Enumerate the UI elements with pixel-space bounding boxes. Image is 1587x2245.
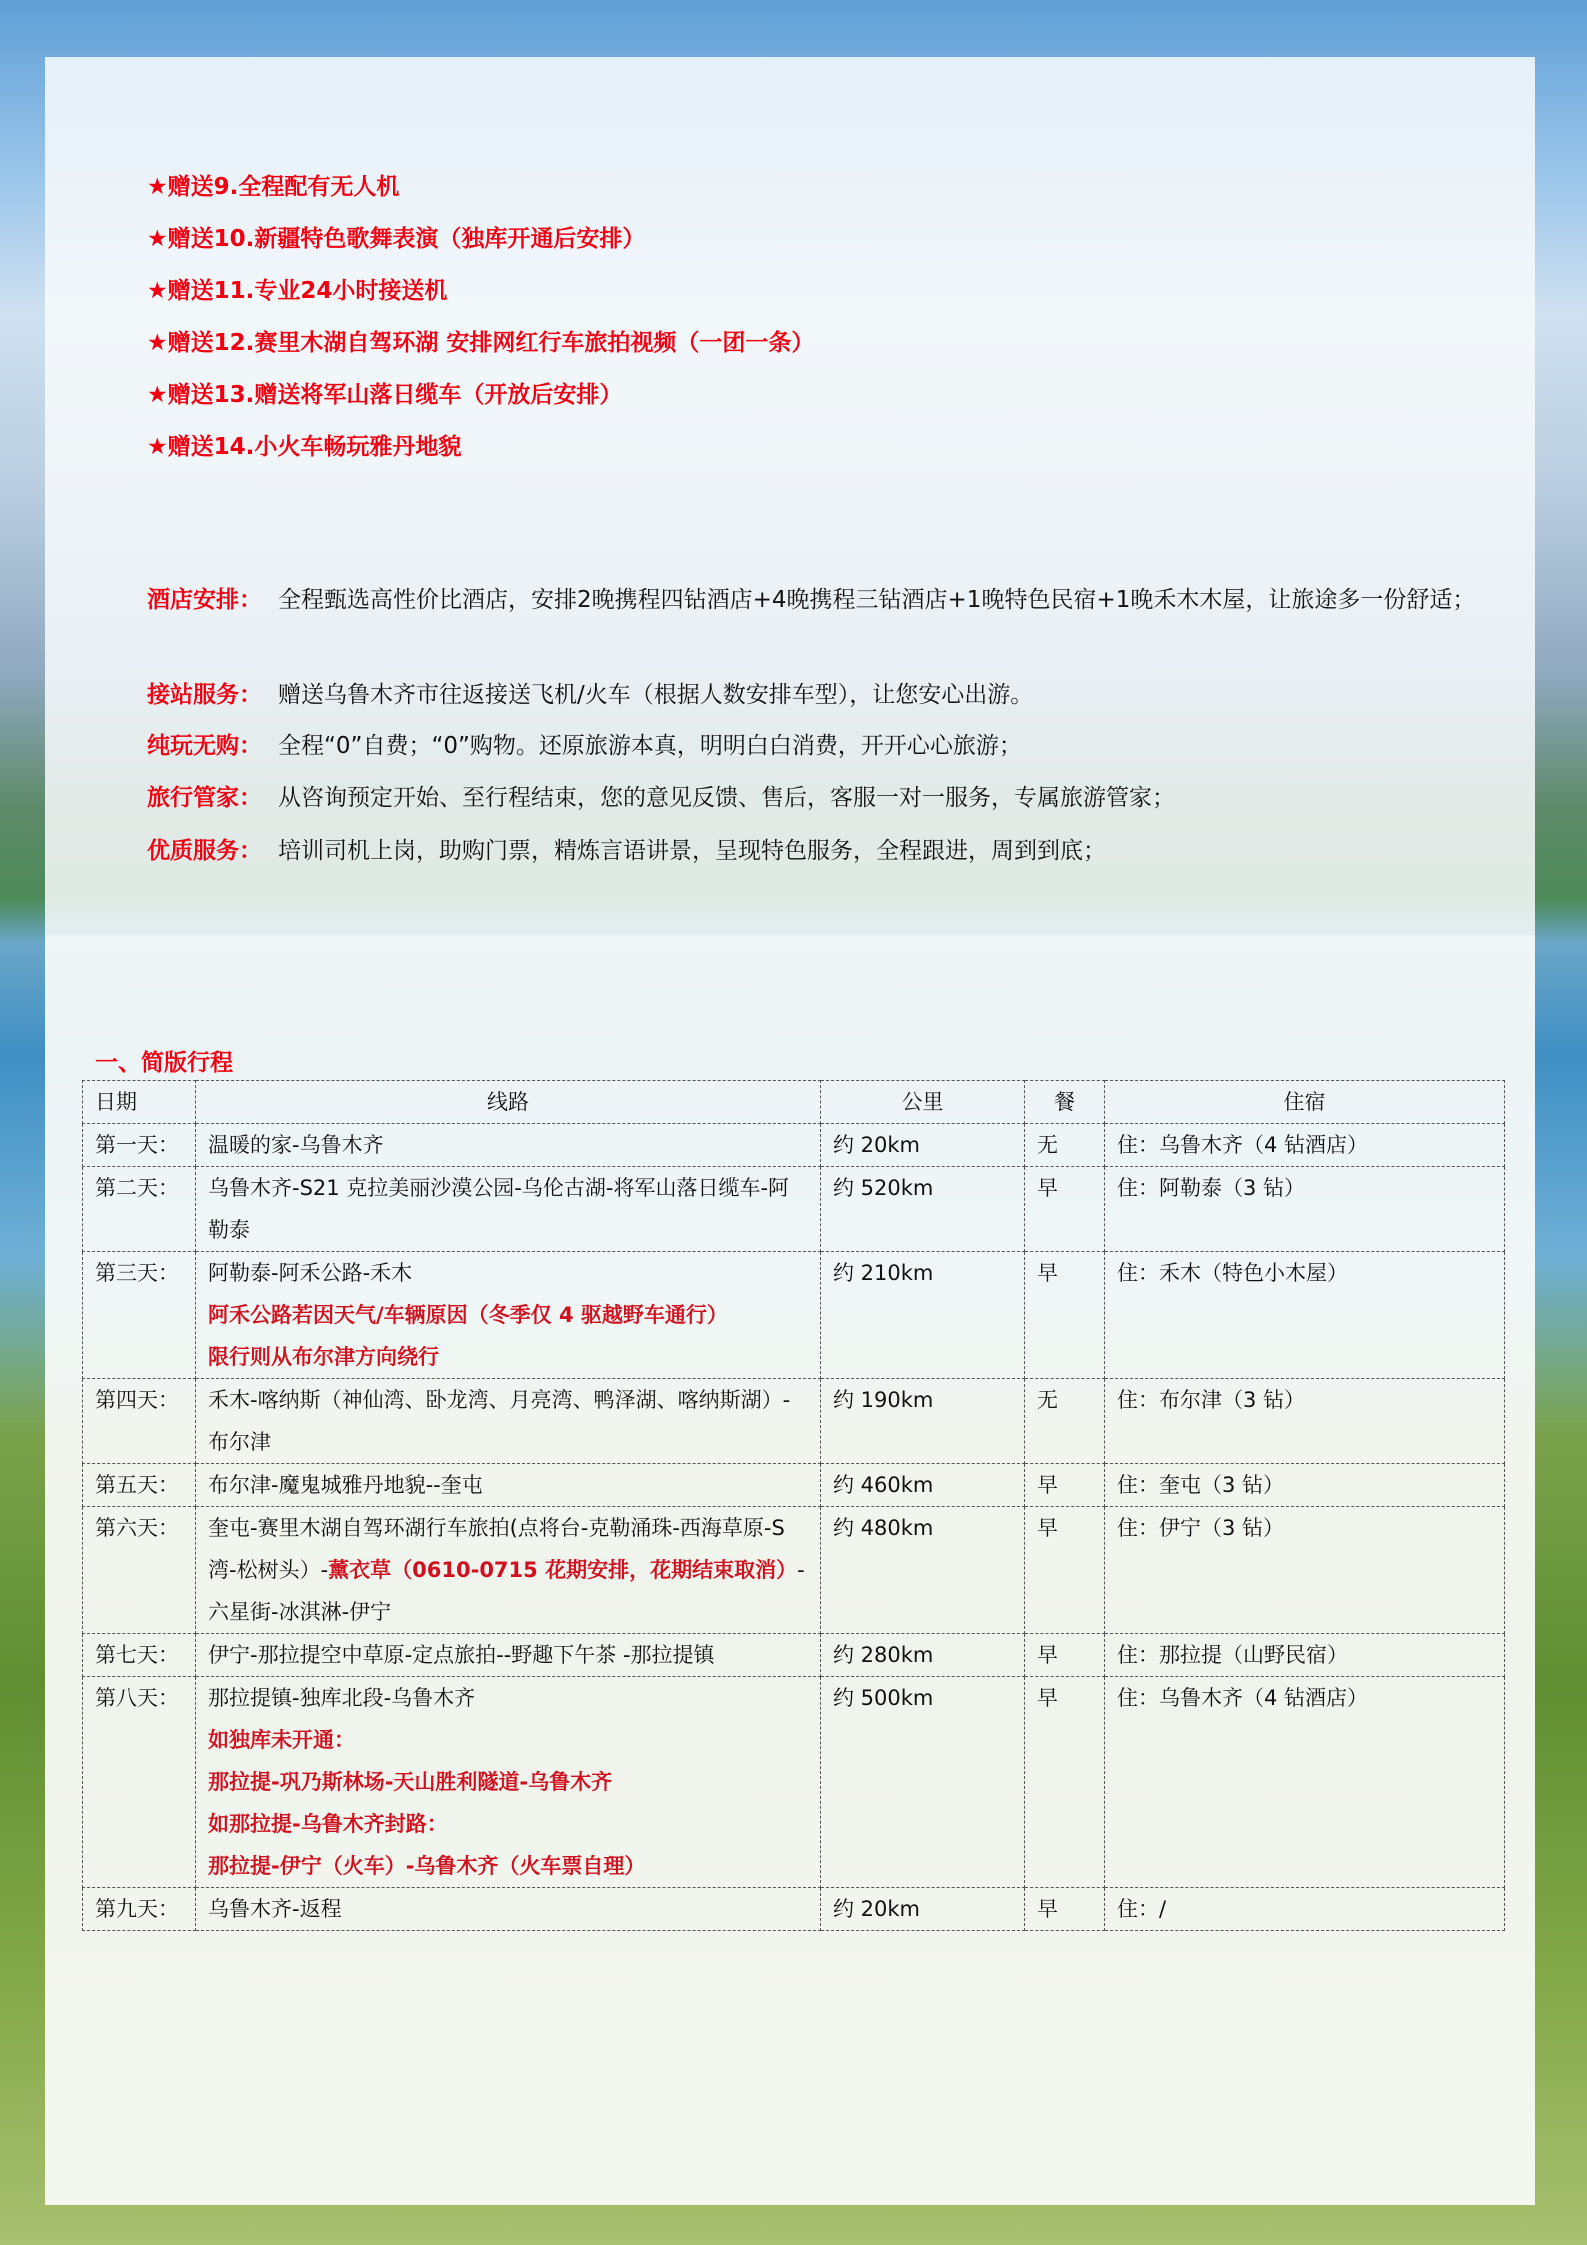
table-row xyxy=(83,1379,1505,1464)
cell-day: 第九天： xyxy=(83,1888,196,1931)
cell-stay: 住：阿勒泰（3 钻） xyxy=(1105,1167,1505,1252)
cell-stay: 住：乌鲁木齐（4 钻酒店） xyxy=(1105,1677,1505,1888)
cell-stay: 住：伊宁（3 钻） xyxy=(1105,1507,1505,1634)
cell-route xyxy=(196,1124,821,1167)
cell-stay: 住：/ xyxy=(1105,1888,1505,1931)
header-stay: 住宿 xyxy=(1105,1081,1505,1124)
cell-route xyxy=(196,1379,821,1464)
table-row xyxy=(83,1464,1505,1507)
cell-stay: 住：禾木（特色小木屋） xyxy=(1105,1252,1505,1379)
cell-meal: 早 xyxy=(1025,1464,1105,1507)
gift-item: ★赠送9.全程配有无人机 xyxy=(147,174,400,200)
header-date: 日期 xyxy=(83,1081,196,1124)
cell-meal: 无 xyxy=(1025,1379,1105,1464)
service-no-shopping: 纯玩无购： 全程“0”自费；“0”购物。还原旅游本真，明明白白消费，开开心心旅游； xyxy=(147,733,1022,759)
cell-km: 约 20km xyxy=(821,1888,1025,1931)
cell-km: 约 20km xyxy=(821,1124,1025,1167)
route-note: 那拉提-伊宁（火车）-乌鲁木齐（火车票自理） xyxy=(208,1854,646,1878)
cell-meal: 早 xyxy=(1025,1634,1105,1677)
header-route: 线路 xyxy=(196,1081,821,1124)
cell-stay: 住：布尔津（3 钻） xyxy=(1105,1379,1505,1464)
route-note: 那拉提-巩乃斯林场-天山胜利隧道-乌鲁木齐 xyxy=(208,1770,613,1794)
cell-meal: 早 xyxy=(1025,1167,1105,1252)
route-text: 乌鲁木齐-S21 克拉美丽沙漠公园-乌伦古湖-将军山落日缆车-阿勒泰 xyxy=(208,1176,790,1242)
cell-route xyxy=(196,1252,821,1379)
route-note: 阿禾公路若因天气/车辆原因（冬季仅 4 驱越野车通行） xyxy=(208,1303,728,1327)
service-pickup: 接站服务： 赠送乌鲁木齐市往返接送飞机/火车（根据人数安排车型），让您安心出游。 xyxy=(147,682,1034,708)
cell-stay: 住：那拉提（山野民宿） xyxy=(1105,1634,1505,1677)
table-header xyxy=(83,1081,1505,1124)
route-text: 奎屯-赛里木湖自驾环湖行车旅拍(点将台-克勒涌珠-西海草原-S 湾-松树头）- xyxy=(208,1516,785,1582)
cell-day: 第五天： xyxy=(83,1464,196,1507)
cell-route xyxy=(196,1507,821,1634)
route-text-tail: -六星街-冰淇淋-伊宁 xyxy=(208,1558,805,1624)
route-note: 如独库未开通： xyxy=(208,1728,355,1752)
route-note: 限行则从布尔津方向绕行 xyxy=(208,1345,439,1369)
table-row xyxy=(83,1124,1505,1167)
cell-route xyxy=(196,1167,821,1252)
cell-day: 第七天： xyxy=(83,1634,196,1677)
table-row xyxy=(83,1507,1505,1634)
cell-day: 第六天： xyxy=(83,1507,196,1634)
cell-meal: 早 xyxy=(1025,1252,1105,1379)
route-text: 温暖的家-乌鲁木齐 xyxy=(208,1133,384,1157)
service-butler: 旅行管家： 从咨询预定开始、至行程结束，您的意见反馈、售后，客服一对一服务，专属旅游管家； xyxy=(147,785,1175,811)
route-text: 那拉提镇-独库北段-乌鲁木齐 xyxy=(208,1686,476,1710)
section-title: 一、简版行程 xyxy=(95,1050,233,1076)
cell-route xyxy=(196,1677,821,1888)
cell-meal: 无 xyxy=(1025,1124,1105,1167)
cell-day: 第一天： xyxy=(83,1124,196,1167)
route-note: 薰衣草（0610-0715 花期安排，花期结束取消） xyxy=(328,1558,798,1582)
gift-item: ★赠送12.赛里木湖自驾环湖 安排网红行车旅拍视频（一团一条） xyxy=(147,330,815,356)
table-row xyxy=(83,1252,1505,1379)
cell-meal: 早 xyxy=(1025,1507,1105,1634)
table-row xyxy=(83,1677,1505,1888)
table-row xyxy=(83,1888,1505,1931)
route-text: 布尔津-魔鬼城雅丹地貌--奎屯 xyxy=(208,1473,483,1497)
cell-day: 第三天： xyxy=(83,1252,196,1379)
route-text: 禾木-喀纳斯（神仙湾、卧龙湾、月亮湾、鸭泽湖、喀纳斯湖）-布尔津 xyxy=(208,1388,791,1454)
gift-item: ★赠送11.专业24小时接送机 xyxy=(147,278,448,304)
service-quality: 优质服务： 培训司机上岗，助购门票，精炼言语讲景，呈现特色服务，全程跟进，周到到底； xyxy=(147,838,1106,864)
cell-km: 约 500km xyxy=(821,1677,1025,1888)
cell-stay: 住：乌鲁木齐（4 钻酒店） xyxy=(1105,1124,1505,1167)
cell-route xyxy=(196,1464,821,1507)
cell-meal: 早 xyxy=(1025,1888,1105,1931)
cell-day: 第二天： xyxy=(83,1167,196,1252)
route-text: 伊宁-那拉提空中草原-定点旅拍--野趣下午茶 -那拉提镇 xyxy=(208,1643,715,1667)
service-hotel: 酒店安排： 全程甄选高性价比酒店，安排2晚携程四钻酒店+4晚携程三钻酒店+1晚特色民宿+1晚禾木木屋，让旅途多一份舒适； xyxy=(147,587,1476,613)
cell-km: 约 210km xyxy=(821,1252,1025,1379)
cell-km: 约 520km xyxy=(821,1167,1025,1252)
table-row xyxy=(83,1634,1505,1677)
table-row xyxy=(83,1167,1505,1252)
gift-item: ★赠送14.小火车畅玩雅丹地貌 xyxy=(147,434,462,460)
cell-km: 约 280km xyxy=(821,1634,1025,1677)
cell-day: 第八天： xyxy=(83,1677,196,1888)
cell-km: 约 480km xyxy=(821,1507,1025,1634)
itinerary-table xyxy=(82,1080,1505,1931)
header-km: 公里 xyxy=(821,1081,1025,1124)
gift-item: ★赠送13.赠送将军山落日缆车（开放后安排） xyxy=(147,382,623,408)
gift-item: ★赠送10.新疆特色歌舞表演（独库开通后安排） xyxy=(147,226,646,252)
cell-stay: 住：奎屯（3 钻） xyxy=(1105,1464,1505,1507)
route-note: 如那拉提-乌鲁木齐封路： xyxy=(208,1812,448,1836)
cell-meal: 早 xyxy=(1025,1677,1105,1888)
cell-route xyxy=(196,1888,821,1931)
cell-route xyxy=(196,1634,821,1677)
header-meal: 餐 xyxy=(1025,1081,1105,1124)
cell-km: 约 190km xyxy=(821,1379,1025,1464)
cell-km: 约 460km xyxy=(821,1464,1025,1507)
route-text: 阿勒泰-阿禾公路-禾木 xyxy=(208,1261,413,1285)
cell-day: 第四天： xyxy=(83,1379,196,1464)
route-text: 乌鲁木齐-返程 xyxy=(208,1897,342,1921)
